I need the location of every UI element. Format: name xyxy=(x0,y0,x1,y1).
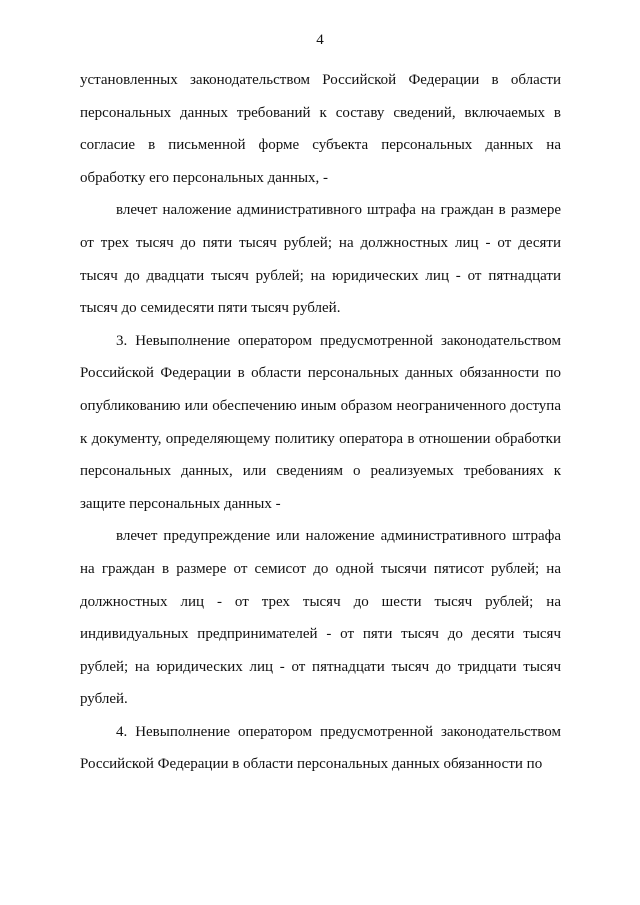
paragraph-penalty-1: влечет наложение административного штрафа на граждан в размере от трех тысяч до пяти тысяч рублей; на должностных лиц - от десяти тысяч до двадцати тысяч рублей; на юридических лиц - от пятнадцати тысяч до семидесяти пяти тысяч рублей. xyxy=(80,202,561,317)
paragraph-penalty-3: влечет предупреждение или наложение административного штрафа на граждан в размере от семисот до одной тысячи пятисот рублей; на должностных лиц - от трех тысяч до шести тысяч рублей; на индивидуальных предпринимателей - от пяти тысяч до десяти тысяч рублей; на юридических лиц - от пятнадцати тысяч до тридцати тысяч рублей. xyxy=(80,528,561,708)
document-body xyxy=(80,64,561,781)
page-number: 4 xyxy=(316,32,324,48)
paragraph-continuation: установленных законодательством Российской Федерации в области персональных данных требований к составу сведений, включаемых в согласие в письменной форме субъекта персональных данных на обработку его персональных данных, - xyxy=(80,72,561,186)
paragraph-item-3: 3. Невыполнение оператором предусмотренной законодательством Российской Федерации в области персональных данных обязанности по опубликованию или обеспечению иным образом неограниченного доступа к документу, определяющему политику оператора в отношении обработки персональных данных, или сведениям о реализуемых требованиях к защите персональных данных - xyxy=(80,332,561,512)
paragraph-item-4: 4. Невыполнение оператором предусмотренной законодательством Российской Федерации в области персональных данных обязанности по xyxy=(80,723,561,773)
